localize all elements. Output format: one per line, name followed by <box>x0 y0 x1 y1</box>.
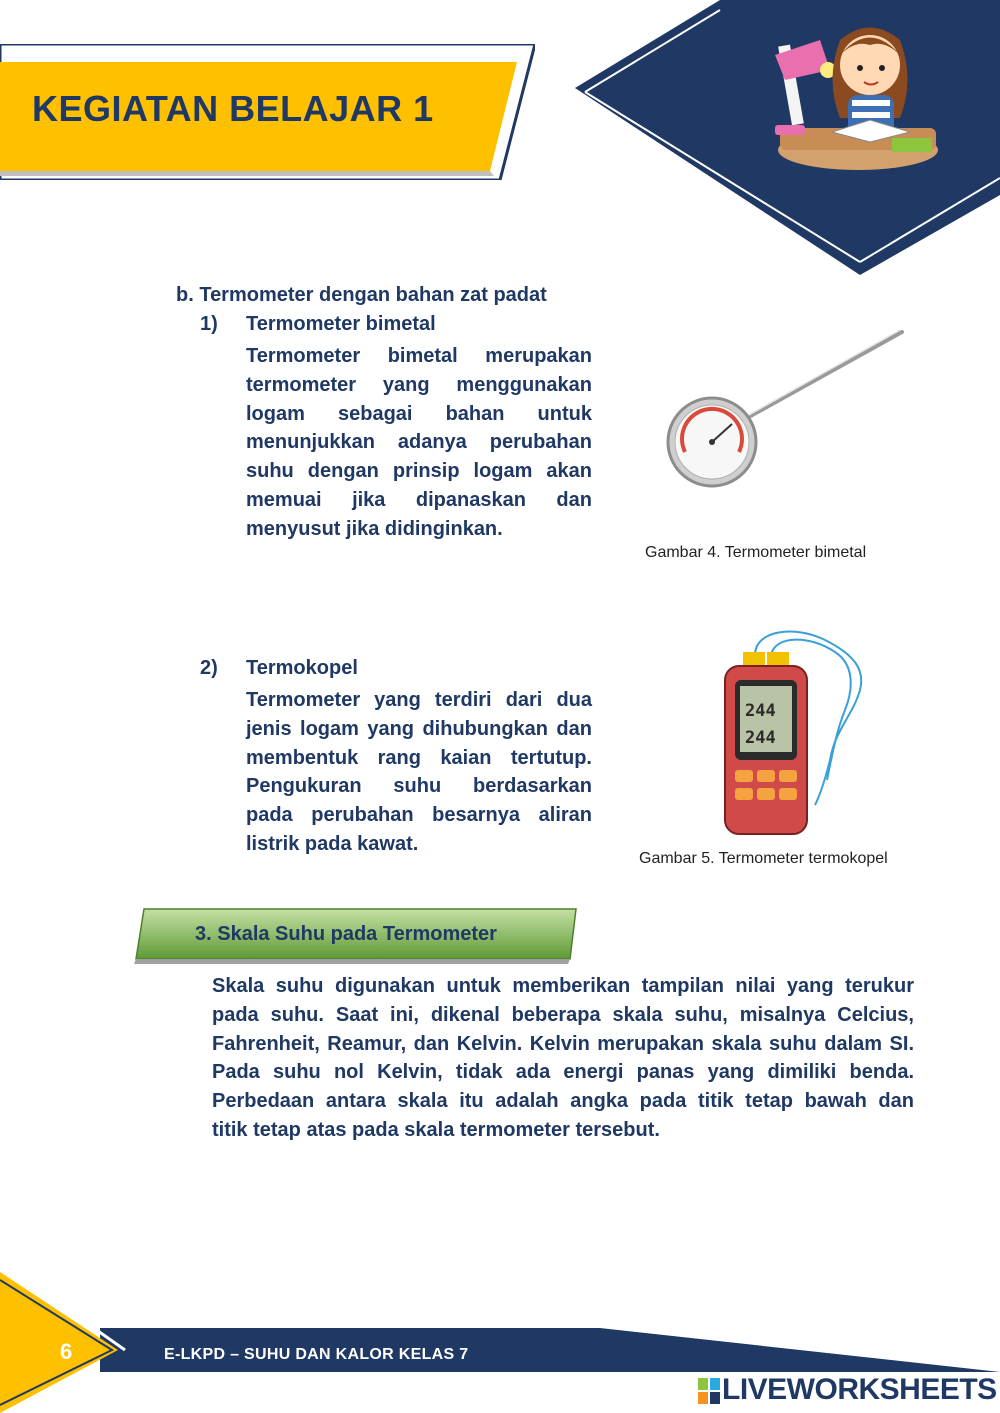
section-3-line: Fahrenheit, Reamur, dan Kelvin. Kelvin merupakan skala suhu dalam SI. <box>212 1032 914 1055</box>
section-3-line: Skala suhu digunakan untuk memberikan tampilan nilai yang terukur <box>212 975 914 997</box>
section-3-heading: 3. Skala Suhu pada Termometer <box>195 923 497 945</box>
item-2-line: Pengukuran suhu berdasarkan <box>246 775 592 798</box>
section-3-line: Pada suhu nol Kelvin, tidak ada energi panas yang dimiliki benda. <box>212 1061 914 1084</box>
section-3-line: Perbedaan antara skala itu adalah angka pada titik tetap bawah dan <box>212 1090 914 1113</box>
figure-4-caption: Gambar 4. Termometer bimetal <box>645 544 867 561</box>
section-b-heading: b. Termometer dengan bahan zat padat <box>176 284 547 306</box>
item-2-line: listrik pada kawat. <box>246 832 419 855</box>
item-2-title: Termokopel <box>246 657 358 679</box>
section-3-line: pada suhu. Saat ini, dikenal beberapa skala suhu, misalnya Celcius, <box>212 1003 914 1026</box>
item-1-number: 1) <box>200 313 218 335</box>
item-1-line: menyusut jika didinginkan. <box>246 517 503 540</box>
page-number: 6 <box>60 1339 73 1364</box>
item-1-line: logam sebagai bahan untuk <box>246 402 592 425</box>
item-1-description <box>246 342 592 544</box>
liveworksheets-logo-icon <box>698 1378 720 1404</box>
section-3-paragraph <box>212 972 914 1145</box>
liveworksheets-watermark: LIVEWORKSHEETS <box>722 1373 997 1406</box>
item-2-number: 2) <box>200 657 218 679</box>
item-2-line: Termometer yang terdiri dari dua <box>246 689 592 711</box>
corner-decoration <box>570 0 1000 275</box>
item-1-line: suhu dengan prinsip logam akan <box>246 460 592 483</box>
figure-5-caption: Gambar 5. Termometer termokopel <box>639 850 888 867</box>
item-1-title: Termometer bimetal <box>246 313 436 335</box>
item-2-line: pada perubahan besarnya aliran <box>246 804 592 827</box>
section-3-line: titik tetap atas pada skala termometer tersebut. <box>212 1118 660 1141</box>
thermocouple-device-image <box>715 630 875 840</box>
page-title: KEGIATAN BELAJAR 1 <box>32 88 434 129</box>
bimetal-thermometer-image <box>660 320 910 520</box>
item-2-line: membentuk rang kaian tertutup. <box>246 746 592 769</box>
item-1-line: termometer yang menggunakan <box>246 373 592 396</box>
footer-title: E-LKPD – SUHU DAN KALOR KELAS 7 <box>164 1346 469 1363</box>
item-1-line: menunjukkan adanya perubahan <box>246 431 592 454</box>
display-value-top: 244 <box>745 701 776 721</box>
item-2-description <box>246 686 592 859</box>
item-2-line: jenis logam yang dihubungkan dan <box>246 717 592 740</box>
item-1-line: Termometer bimetal merupakan <box>246 345 592 367</box>
display-value-bottom: 244 <box>745 728 776 748</box>
item-1-line: memuai jika dipanaskan dan <box>246 488 592 511</box>
